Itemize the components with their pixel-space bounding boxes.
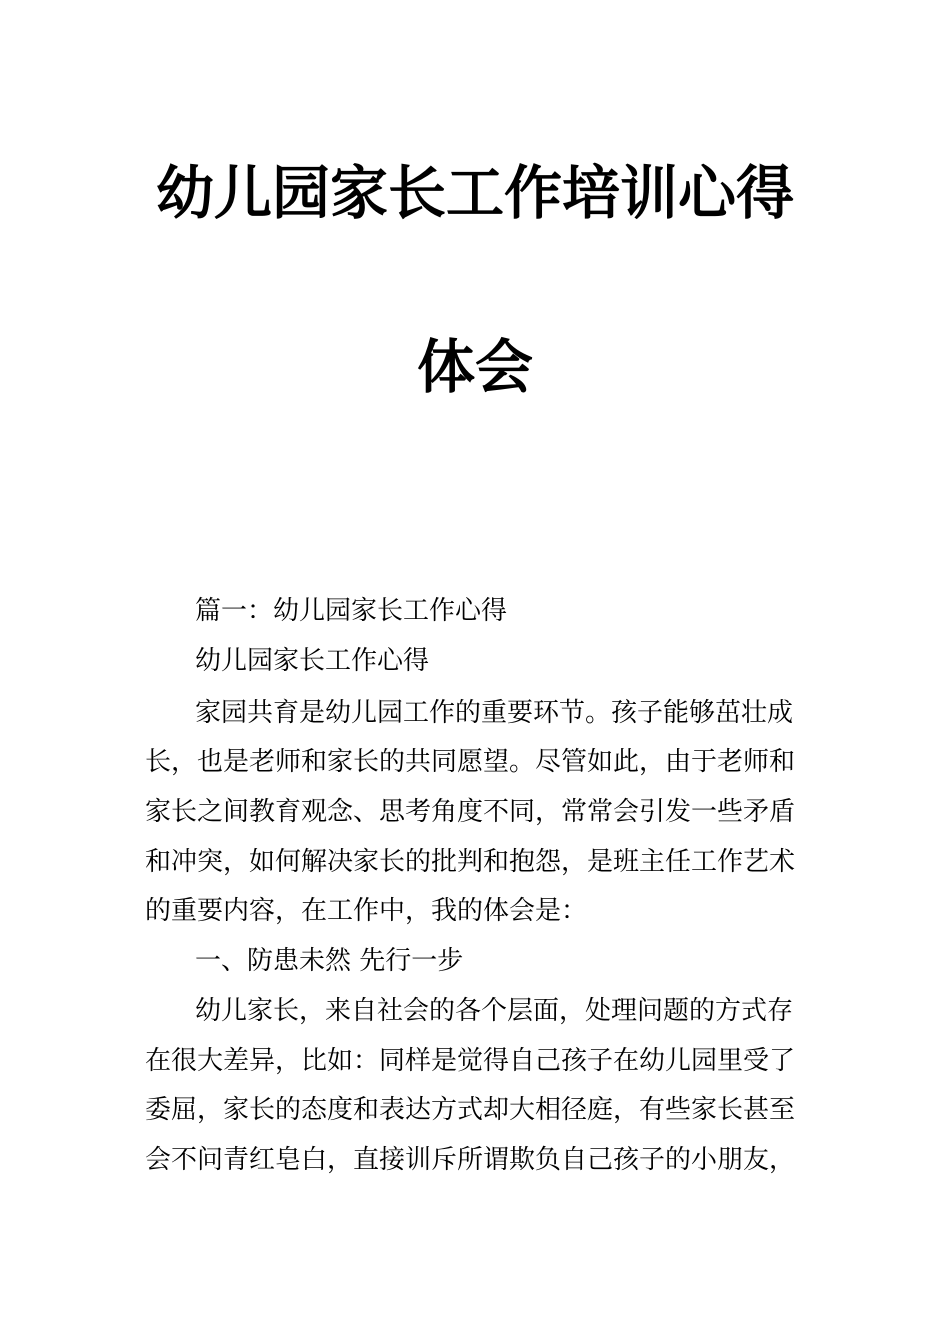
document-title-line-1: 幼儿园家长工作培训心得	[155, 159, 794, 227]
document-title-line-2: 体会	[416, 333, 533, 401]
paragraph-line: 的重要内容，在工作中，我的体会是：	[145, 896, 588, 926]
paragraph-line: 和冲突，如何解决家长的批判和抱怨，是班主任工作艺术	[145, 847, 796, 877]
paragraph-line: 在很大差异，比如：同样是觉得自己孩子在幼儿园里受了	[145, 1046, 796, 1076]
paragraph-line: 家园共育是幼儿园工作的重要环节。孩子能够茁壮成	[195, 698, 794, 728]
paragraph-line: 家长之间教育观念、思考角度不同，常常会引发一些矛盾	[145, 797, 796, 827]
paragraph-line: 长，也是老师和家长的共同愿望。尽管如此，由于老师和	[145, 747, 796, 777]
paragraph-line: 幼儿家长，来自社会的各个层面，处理问题的方式存	[195, 996, 794, 1026]
article-title: 幼儿园家长工作心得	[195, 646, 430, 676]
paragraph-line: 委屈，家长的态度和表达方式却大相径庭，有些家长甚至	[145, 1095, 796, 1125]
subsection-heading: 一、防患未然 先行一步	[195, 946, 464, 976]
section-heading: 篇一：幼儿园家长工作心得	[195, 596, 508, 626]
paragraph-line: 会不问青红皂白，直接训斥所谓欺负自己孩子的小朋友，	[145, 1145, 796, 1175]
